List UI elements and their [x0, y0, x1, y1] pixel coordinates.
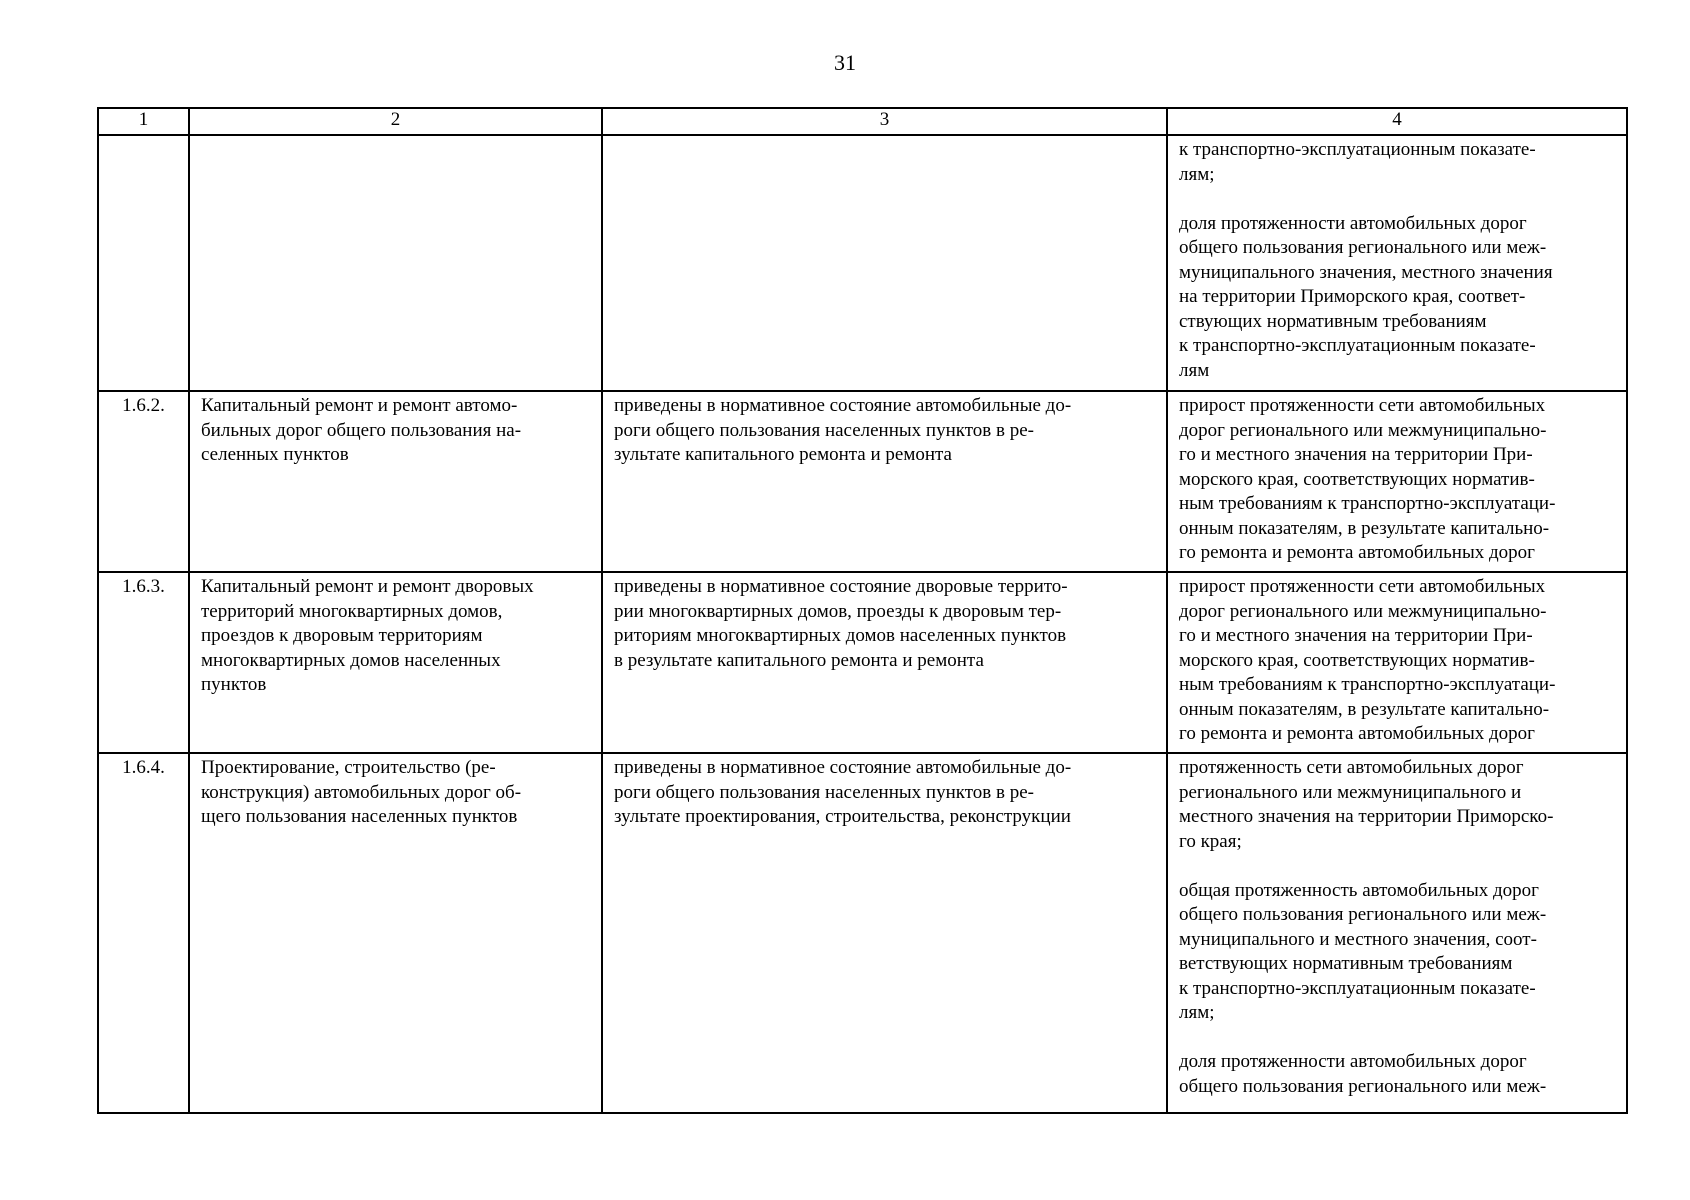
measure-name: [189, 753, 602, 1113]
table-row: [98, 753, 1627, 1113]
text-line: в результате капитального ремонта и ремонта: [614, 649, 984, 671]
text-line: приведены в нормативное состояние автомобильные до-: [614, 757, 1072, 778]
measure-result: [602, 753, 1167, 1113]
text-line: конструкция) автомобильных дорог об-: [201, 781, 522, 803]
measure-name: [189, 135, 602, 391]
row-number: 1.6.3.: [98, 572, 189, 753]
row-number: 1.6.2.: [98, 391, 189, 572]
text-line: лям;: [1179, 1002, 1215, 1023]
text-line: к транспортно-эксплуатационным показате-: [1179, 977, 1536, 999]
measure-indicators: [1167, 391, 1627, 572]
text-line: зультате проектирования, строительства, реконструкции: [614, 806, 1071, 827]
cell-paragraph: [201, 756, 592, 830]
measure-indicators: [1167, 135, 1627, 391]
text-line: зультате капитального ремонта и ремонта: [614, 444, 952, 465]
table-row: [98, 135, 1627, 391]
cell-paragraph: [614, 575, 1157, 673]
measure-result: [602, 135, 1167, 391]
text-line: прирост протяженности сети автомобильных: [1179, 576, 1546, 597]
cell-paragraph: [1179, 756, 1617, 854]
header-col-3: 3: [602, 108, 1167, 135]
text-line: пунктов: [201, 674, 267, 695]
text-line: го ремонта и ремонта автомобильных дорог: [1179, 542, 1535, 563]
page-number: 31: [834, 50, 856, 75]
text-line: роги общего пользования населенных пунктов в ре-: [614, 781, 1034, 803]
text-line: муниципального и местного значения, соот-: [1179, 928, 1537, 950]
text-line: роги общего пользования населенных пунктов в ре-: [614, 419, 1034, 441]
text-line: онным показателям, в результате капитально-: [1179, 517, 1550, 539]
table-row: [98, 391, 1627, 572]
text-line: морского края, соответствующих норматив-: [1179, 468, 1535, 490]
text-line: к транспортно-эксплуатационным показате-: [1179, 139, 1536, 160]
table-header-row: [98, 108, 1627, 135]
text-line: лям: [1179, 359, 1210, 381]
text-line: территорий многоквартирных домов,: [201, 600, 503, 622]
text-line: многоквартирных домов населенных: [201, 649, 501, 671]
measure-indicators: [1167, 753, 1627, 1113]
measure-result: [602, 391, 1167, 572]
text-line: ным требованиям к транспортно-эксплуатаци-: [1179, 674, 1556, 695]
cell-paragraph: [1179, 575, 1617, 747]
measure-result: [602, 572, 1167, 753]
measure-name: [189, 391, 602, 572]
text-line: селенных пунктов: [201, 444, 349, 465]
text-line: Капитальный ремонт и ремонт дворовых: [201, 576, 534, 597]
text-line: общего пользования регионального или меж-: [1179, 1075, 1547, 1097]
row-number: [98, 135, 189, 391]
cell-paragraph: [201, 394, 592, 468]
measure-indicators: [1167, 572, 1627, 753]
text-line: риториям многоквартирных домов населенных пунктов: [614, 625, 1067, 646]
measures-table: [97, 107, 1628, 1114]
text-line: общего пользования регионального или меж-: [1179, 237, 1547, 258]
text-line: онным показателям, в результате капитально-: [1179, 698, 1550, 720]
text-line: дорог регионального или межмуниципально-: [1179, 600, 1547, 622]
cell-paragraph: [1179, 212, 1617, 384]
cell-paragraph: [1179, 138, 1617, 187]
text-line: бильных дорог общего пользования на-: [201, 419, 522, 441]
text-line: доля протяженности автомобильных дорог: [1179, 1051, 1527, 1072]
text-line: щего пользования населенных пунктов: [201, 806, 518, 827]
text-line: морского края, соответствующих норматив-: [1179, 649, 1535, 671]
text-line: лям;: [1179, 163, 1215, 185]
text-line: го края;: [1179, 830, 1242, 852]
text-line: Капитальный ремонт и ремонт автомо-: [201, 395, 518, 416]
cell-paragraph: [1179, 394, 1617, 566]
table-row: [98, 572, 1627, 753]
text-line: приведены в нормативное состояние дворовые террито-: [614, 576, 1068, 597]
text-line: ным требованиям к транспортно-эксплуатаци-: [1179, 493, 1556, 514]
cell-paragraph: [614, 394, 1157, 468]
cell-paragraph: [1179, 1050, 1617, 1099]
text-line: дорог регионального или межмуниципально-: [1179, 419, 1547, 441]
cell-paragraph: [1179, 879, 1617, 1026]
text-line: муниципального значения, местного значения: [1179, 261, 1553, 283]
text-line: местного значения на территории Приморско-: [1179, 806, 1554, 827]
cell-paragraph: [614, 756, 1157, 830]
text-line: ветствующих нормативным требованиям: [1179, 953, 1513, 974]
header-col-4: 4: [1167, 108, 1627, 135]
text-line: приведены в нормативное состояние автомобильные до-: [614, 395, 1072, 416]
text-line: го ремонта и ремонта автомобильных дорог: [1179, 723, 1535, 744]
text-line: ствующих нормативным требованиям: [1179, 310, 1487, 332]
text-line: на территории Приморского края, соответ-: [1179, 286, 1526, 307]
header-col-2: 2: [189, 108, 602, 135]
text-line: прирост протяженности сети автомобильных: [1179, 395, 1546, 416]
measure-name: [189, 572, 602, 753]
text-line: к транспортно-эксплуатационным показате-: [1179, 335, 1536, 356]
cell-paragraph: [201, 575, 592, 698]
text-line: доля протяженности автомобильных дорог: [1179, 212, 1527, 234]
text-line: проездов к дворовым территориям: [201, 625, 483, 646]
text-line: го и местного значения на территории При-: [1179, 625, 1533, 646]
row-number: 1.6.4.: [98, 753, 189, 1113]
text-line: общего пользования регионального или меж-: [1179, 904, 1547, 925]
text-line: Проектирование, строительство (ре-: [201, 757, 496, 778]
text-line: рии многоквартирных домов, проезды к дворовым тер-: [614, 600, 1062, 622]
text-line: протяженность сети автомобильных дорог: [1179, 757, 1524, 778]
header-col-1: 1: [98, 108, 189, 135]
text-line: регионального или межмуниципального и: [1179, 781, 1522, 803]
text-line: го и местного значения на территории При-: [1179, 444, 1533, 465]
text-line: общая протяженность автомобильных дорог: [1179, 879, 1539, 901]
